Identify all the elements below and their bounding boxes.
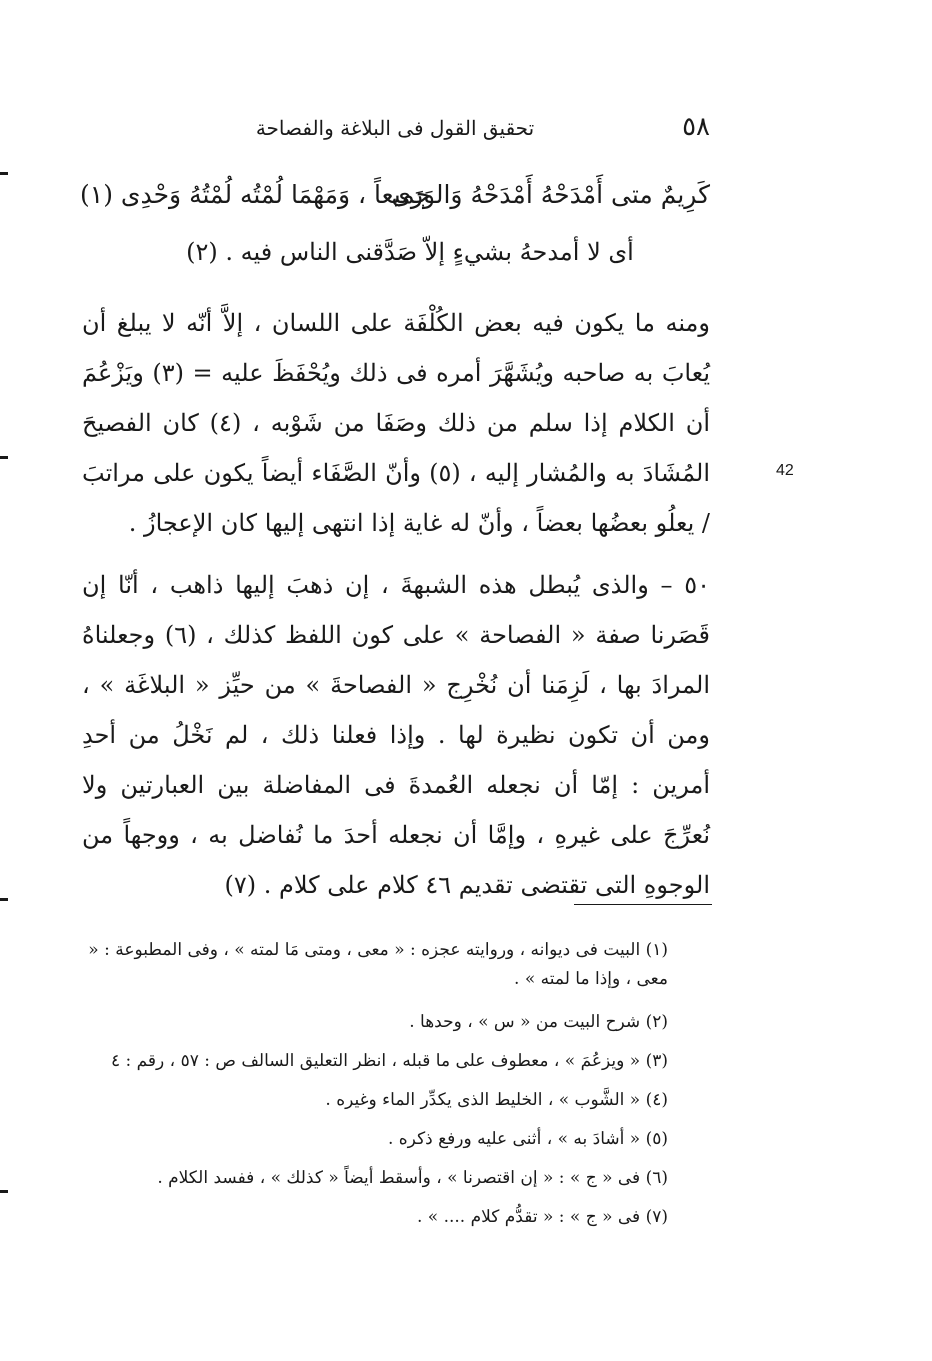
paragraph-2: ٥٠ – والذى يُبطل هذه الشبهةَ ، إن ذهبَ إليها ذاهب ، أنّا إن قَصَرنا صفة « الفصاحة » على كون اللفظ كذلك ، (٦) وجعلناهُ المرادَ بها ، لَزِمَنا أن نُخْرِج « الفصاحةَ » من حيِّز « البلاغَة » ، ومن أن تكون نظيرة لها . وإذا فعلنا ذلك ، لم نَخْلُ من أحدِ أمرين : إمّا أن نجعله العُمدةَ فى المفاضلة بين العبارتين ولا نُعرِّجَ على غيرهِ ، وإمَّا أن نجعله أحدَ ما نُفاضل به ، ووجهاً من الوجوهِ التى تقتضى تقديم ٤٦ كلام على كلام . (٧) [82,571,710,899]
page-header [80,112,710,148]
poem-verse [80,180,710,224]
page-number: ٥٨ [682,112,710,142]
margin-page-reference: 42 [776,462,794,479]
footnote-separator [574,904,712,905]
footnote-4: (٤) « الشَّوب » ، الخليط الذى يكدِّر الماء وغيره . [325,1090,668,1110]
footnote-7: (٧) فى « ج » : « تقدُّم كلام .... » . [416,1207,668,1227]
footnote-2: (٢) شرح البيت من « س » ، وحدها . [409,1012,668,1032]
footnotes [80,936,668,1242]
scan-edge-mark [0,898,8,901]
footnote-1: (١) البيت فى ديوانه ، وروايته عجزه : « معى ، ومتى مَا لمته » ، وفى المطبوعة : « معى ، وإذا ما لمته » . [88,940,668,989]
verse-explanation: أى لا أمدحهُ بشيءٍ إلاّ صَدَّقنى الناس فيه . (٢) [186,238,634,266]
paragraph-1: ومنه ما يكون فيه بعض الكُلْفَة على اللسان ، إلاَّ أنّه لا يبلغ أن يُعابَ به صاحبه ويُشَهَّرَ أمره فى ذلك ويُحْفَظَ عليه = (٣) ويَزْعُمَ أن الكلام إذا سلم من ذلك وصَفَا من شَوْبه ، (٤) كان الفصيحَ المُشَادَ به والمُشار إليه ، (٥) وأنّ الصَّفَاء أيضاً يكون على مراتبَ / يعلُو بعضُها بعضاً ، وأنّ له غاية إذا انتهى إليها كان الإعجازُ . [82,309,711,537]
verse-second-hemistich: جميعاً ، وَمَهْمَا لُمْتُه لُمْتُهُ وَحْدِى (١) [80,180,432,209]
running-title: تحقيق القول فى البلاغة والفصاحة [255,116,535,140]
scan-edge-mark [0,456,8,459]
footnote-5: (٥) « أشادَ به » ، أثنى عليه ورفع ذكره . [387,1129,668,1149]
footnote-3: (٣) « ويزعُمَ » ، معطوف على ما قبله ، انظر التعليق السالف ص : ٥٧ ، رقم : ٤ [110,1051,668,1071]
scan-edge-mark [0,1190,8,1193]
scan-edge-mark [0,172,8,175]
verse-first-hemistich: كَرِيمٌ متى أَمْدَحْهُ أَمْدَحْهُ وَالوَرَى [391,180,710,209]
footnote-6: (٦) فى « ج » : « إن اقتصرنا » ، وأسقط أيضاً « كذلك » ، ففسد الكلام . [157,1168,668,1188]
